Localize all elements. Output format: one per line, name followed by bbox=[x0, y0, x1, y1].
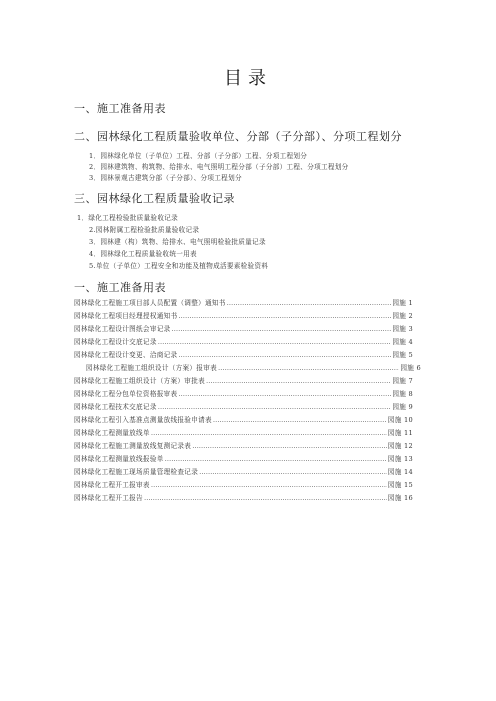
toc-leader-dots bbox=[151, 429, 387, 437]
toc-entry bbox=[74, 401, 413, 411]
toc-entry bbox=[74, 375, 413, 385]
toc-entry-title: 园林绿化工程分包单位资格报审表 bbox=[74, 390, 178, 398]
toc-leader-dots bbox=[172, 325, 392, 333]
toc-entry bbox=[74, 388, 413, 398]
toc-entry-title: 园林绿化工程设计图纸会审记录 bbox=[74, 325, 171, 333]
toc-leader-dots bbox=[165, 455, 387, 463]
section-heading-acceptance-records: 三、园林绿化工程质量验收记录 bbox=[74, 192, 235, 205]
toc-entry-page: 园施 16 bbox=[387, 494, 413, 502]
toc-entry-page: 园施 8 bbox=[392, 390, 413, 398]
toc-entry bbox=[74, 479, 413, 489]
toc-entry-page: 园施 3 bbox=[392, 325, 413, 333]
toc-entry-title: 园林绿化工程施工项目部人员配置（调整）通知书 bbox=[74, 299, 226, 307]
toc-entry bbox=[74, 492, 413, 502]
division-item-2: 2．园林建筑物、构筑物、给排水、电气照明工程分部（子分部）工程、分项工程划分 bbox=[89, 163, 349, 171]
toc-entry-title: 园林绿化工程测量放线报验单 bbox=[74, 455, 164, 463]
toc-entry-page: 园施 15 bbox=[387, 481, 413, 489]
record-item-5: 5.单位（子单位）工程安全和功能及植物成活要素检验资料 bbox=[89, 262, 269, 270]
toc-entry bbox=[74, 440, 413, 450]
section-heading-construction-prep: 一、施工准备用表 bbox=[74, 102, 166, 115]
toc-entry-title: 园林绿化工程施工测量放线复测记录表 bbox=[74, 442, 192, 450]
toc-leader-dots bbox=[206, 377, 391, 385]
toc-entry-page: 园施 10 bbox=[387, 416, 413, 424]
toc-entry bbox=[74, 323, 413, 333]
toc-leader-dots bbox=[213, 416, 387, 424]
toc-leader-dots bbox=[158, 403, 392, 411]
toc-entry bbox=[74, 414, 413, 424]
toc-entry-title: 园林绿化工程施工现场质量管理检查记录 bbox=[74, 468, 199, 476]
section-heading-prep-forms: 一、施工准备用表 bbox=[74, 281, 166, 294]
toc-entry-page: 园施 9 bbox=[392, 403, 413, 411]
toc-entry-page: 园施 2 bbox=[392, 312, 413, 320]
toc-leader-dots bbox=[218, 364, 399, 372]
division-item-3: 3．园林景观古建筑分部（子分部）、分项工程划分 bbox=[89, 174, 242, 182]
toc-leader-dots bbox=[227, 299, 392, 307]
record-item-1: 1．绿化工程检验批质量验收记录 bbox=[77, 214, 179, 222]
toc-leader-dots bbox=[151, 481, 387, 489]
toc-entry-title: 园林绿化工程设计变更、洽商记录 bbox=[74, 351, 178, 359]
toc-entry-title: 园林绿化工程技术交底记录 bbox=[74, 403, 157, 411]
toc-entry-page: 园施 6 bbox=[400, 364, 421, 372]
toc-entry-page: 园施 4 bbox=[392, 338, 413, 346]
toc-entry-page: 园施 5 bbox=[392, 351, 413, 359]
toc-entry-title: 园林绿化工程施工组织设计（方案）报审表 bbox=[86, 364, 217, 372]
toc-entry bbox=[74, 310, 413, 320]
toc-entry-title: 园林绿化工程项目经理授权通知书 bbox=[74, 312, 178, 320]
toc-leader-dots bbox=[144, 494, 387, 502]
toc-leader-dots bbox=[199, 468, 387, 476]
toc-leader-dots bbox=[158, 338, 392, 346]
toc-leader-dots bbox=[178, 351, 391, 359]
toc-entry-page: 园施 13 bbox=[387, 455, 413, 463]
toc-leader-dots bbox=[192, 442, 387, 450]
toc-entry bbox=[86, 362, 421, 372]
toc-entry-title: 园林绿化工程施工组织设计（方案）审批表 bbox=[74, 377, 205, 385]
record-item-3: 3．园林建（构）筑物、给排水、电气照明检验批质量记录 bbox=[89, 238, 266, 246]
toc-entry bbox=[74, 427, 413, 437]
toc-entry-page: 园施 14 bbox=[387, 468, 413, 476]
toc-entry bbox=[74, 466, 413, 476]
toc-entry-page: 园施 1 bbox=[392, 299, 413, 307]
toc-entry-title: 园林绿化工程测量放线单 bbox=[74, 429, 150, 437]
page-title: 目录 bbox=[224, 68, 272, 89]
toc-entry bbox=[74, 297, 413, 307]
toc-entry-title: 园林绿化工程开工报告 bbox=[74, 494, 143, 502]
toc-leader-dots bbox=[178, 312, 391, 320]
toc-entry-title: 园林绿化工程设计交底记录 bbox=[74, 338, 157, 346]
toc-entry bbox=[74, 336, 413, 346]
toc-entry-page: 园施 12 bbox=[387, 442, 413, 450]
toc-entry-page: 园施 11 bbox=[387, 429, 413, 437]
division-item-1: 1．园林绿化单位（子单位）工程、分部（子分部）工程、分项工程划分 bbox=[89, 152, 308, 160]
record-item-2: 2.园林附属工程检验批质量验收记录 bbox=[89, 226, 200, 234]
toc-entry bbox=[74, 453, 413, 463]
toc-leader-dots bbox=[178, 390, 391, 398]
toc-entry-page: 园施 7 bbox=[392, 377, 413, 385]
toc-entry-title: 园林绿化工程开工报审表 bbox=[74, 481, 150, 489]
record-item-4: 4．园林绿化工程质量验收统一用表 bbox=[89, 250, 197, 258]
section-heading-division: 二、园林绿化工程质量验收单位、分部（子分部）、分项工程划分 bbox=[74, 130, 402, 143]
toc-entry-title: 园林绿化工程引入基准点测量放线报验申请表 bbox=[74, 416, 212, 424]
toc-entry bbox=[74, 349, 413, 359]
